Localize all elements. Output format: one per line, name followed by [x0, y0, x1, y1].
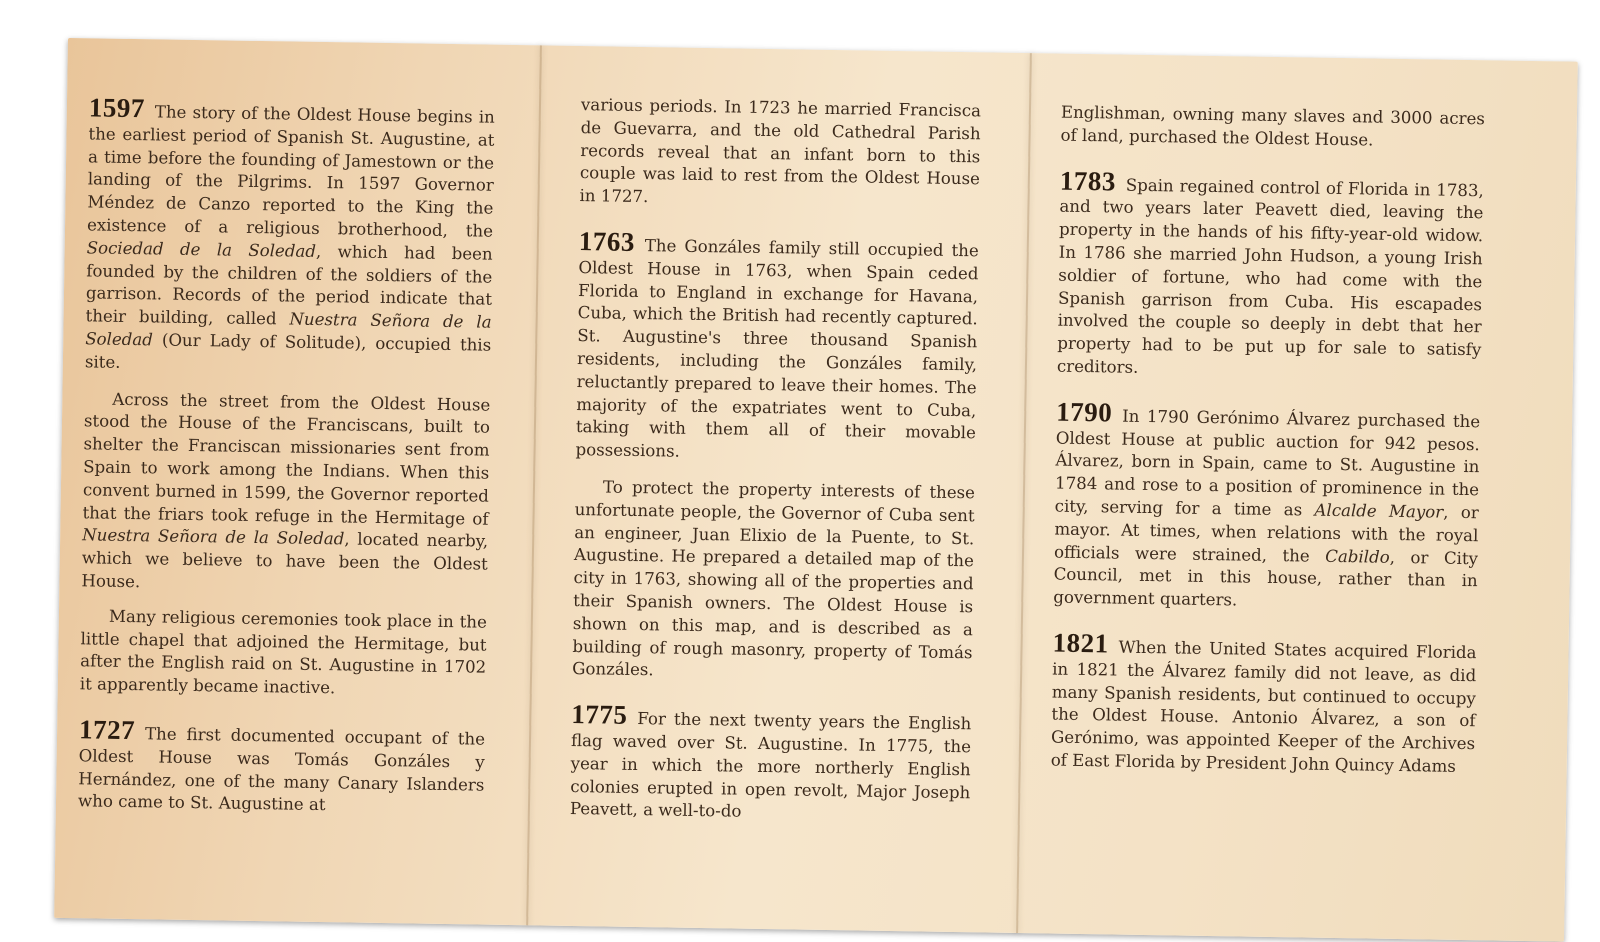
paragraph-text: For the next twenty years the English flag waved over St. Augustine. In 1775, the year in which the more northerly English colonies erupted in open revolt, Major Joseph Peavett, a well-to-do [569, 709, 972, 821]
column-left [77, 92, 495, 833]
paragraph-text: The Gonzáles family still occupied the Oldest House in 1763, when Spain ceded Florida to England in exchange for Havana, Cuba, which the British had recently captured. St. Augustine's three thousand Spanish residents, including the Gonzáles family, reluctantly prepared to leave their homes. The majority of the expatriates went to Cuba, taking with them all of their movable possessions. [575, 236, 979, 461]
year-heading: 1783 [1059, 165, 1117, 197]
year-heading: 1727 [78, 714, 136, 746]
section-1763 [575, 226, 979, 468]
paragraph-continued: various periods. In 1723 he married Francisca de Guevarra, and the old Cathedral Parish records reveal that an infant born to this couple was laid to rest from the Oldest House in 1727. [579, 95, 982, 207]
section-1821 [1050, 627, 1477, 778]
paragraph-text: , which had been founded by the children of the soldiers of the garrison. Records of the period indicate that their building, called [85, 241, 493, 329]
column-middle [570, 94, 982, 841]
italic-term: Nuestra Señora de la Soledad [82, 525, 345, 549]
paragraph-text: (Our Lady of Solitude), occupied this site. [84, 330, 492, 372]
paragraph-text: , or mayor. At times, when relations with the royal officials were strained, the [1053, 502, 1479, 566]
paragraph-text: In 1790 Gerónimo Álvarez purchased the Oldest House at public auction for 942 pesos. Álvarez, born in Spain, came to St. Augustine in 1784 and rose to a position of prominence in the city, serving for a time as [1054, 406, 1481, 520]
italic-term: Sociedad de la Soledad [86, 238, 317, 261]
section-1727 [77, 714, 486, 820]
year-heading: 1597 [88, 92, 146, 124]
paragraph-text: The story of the Oldest House begins in the earliest period of Spanish St. Augustine, at a time before the founding of Jamestown or the landing of the Pilgrims. In 1597 Governor Méndez de Canzo reported to the King the existence of a religious brotherhood, the [86, 102, 495, 241]
section-1775 [569, 699, 972, 827]
paragraph-ceremonies: Many religious ceremonies took place in the little chapel that adjoined the Hermitage, but after the English raid on St. Augustine in 1702 it apparently became inactive. [79, 606, 488, 698]
section-1597 [84, 92, 495, 380]
brochure-page [54, 38, 1578, 942]
paragraph-text: , located nearby, which we believe to have been the Oldest House. [81, 529, 489, 592]
year-heading: 1790 [1056, 396, 1113, 428]
italic-term: Cabildo [1325, 546, 1390, 567]
paragraph-text: When the United States acquired Florida in 1821 the Álvarez family did not leave, as did many Spanish residents, but continued to occupy the Oldest House. Antonio Álvarez, a son of Gerónimo, was appointed Keeper of the Archives of East Florida by President John Quincy Adams [1050, 637, 1477, 776]
section-1790 [1053, 396, 1481, 616]
paragraph-text: The first documented occupant of the Oldest House was Tomás Gonzáles y Hernández, one of the many Canary Islanders who came to St. Augustine at [77, 724, 486, 815]
paragraph-continued: Englishman, owning many slaves and 3000 acres of land, purchased the Oldest House. [1060, 102, 1486, 150]
year-heading: 1763 [578, 226, 636, 257]
italic-term: Alcalde Mayor [1314, 500, 1444, 522]
paragraph-text: Spain regained control of Florida in 1783, and two years later Peavett died, leaving the property in the hands of his fifty-year-old widow. In 1786 she married John Hudson, a young Irish soldier of fortune, who had come with the Spanish garrison from Cuba. His escapades involved the couple so deeply in debt that her property had to be put up for sale to satisfy creditors. [1056, 175, 1484, 377]
section-1783 [1056, 165, 1484, 385]
paragraph-text: , or City Council, met in this house, rather than in government quarters. [1053, 547, 1479, 610]
year-heading: 1821 [1052, 627, 1109, 659]
paragraph-franciscans [81, 388, 490, 600]
column-right [1050, 102, 1485, 793]
italic-term: Nuestra Señora de la Soledad [85, 309, 492, 350]
paragraph-property-interests: To protect the property interests of these unfortunate people, the Governor of Cuba sent an engineer, Juan Elixio de la Puente, to St. Augustine. He prepared a detailed map of the city in 1763, showing all of the properties and their Spanish owners. The Oldest House is shown on this map, and is described as a building of rough masonry, property of Tomás Gonzáles. [572, 477, 976, 680]
year-heading: 1775 [571, 699, 628, 730]
fold-line-left [526, 45, 542, 925]
fold-line-right [1016, 53, 1032, 933]
paragraph-text: Across the street from the Oldest House stood the House of the Franciscans, built to shelter the Franciscan missionaries sent from Spain to work among the Indians. When this convent burned in 1599, the Governor reported that the friars took refuge in the Hermitage of [82, 389, 491, 529]
